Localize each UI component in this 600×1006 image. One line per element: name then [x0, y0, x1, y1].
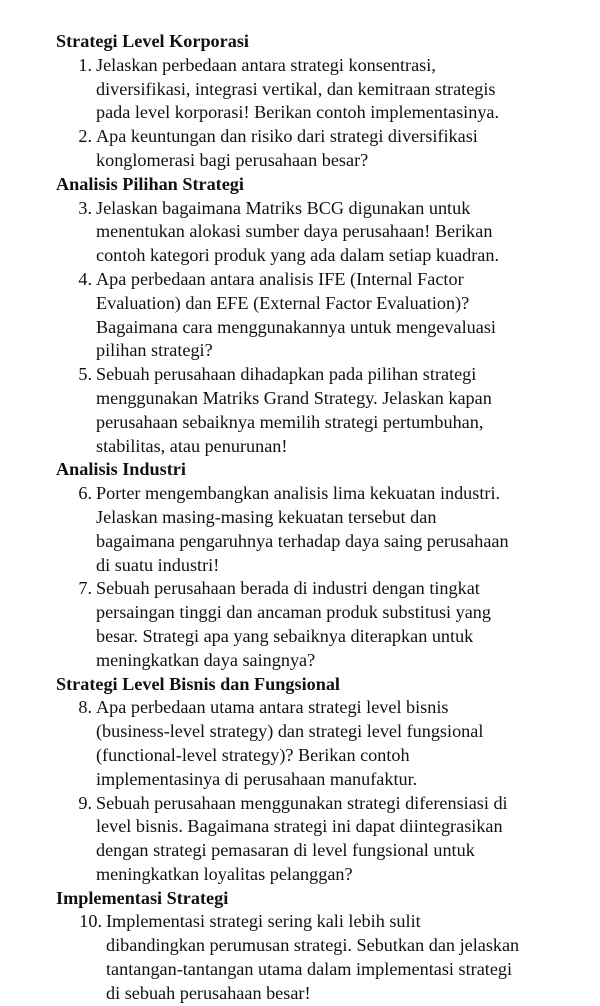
- section-title: Implementasi Strategi: [56, 887, 229, 908]
- question-text-line: Apa perbedaan antara analisis IFE (Internal Factor: [96, 268, 464, 289]
- question-text-line: pilihan strategi?: [96, 340, 213, 361]
- question-text-line: Implementasi strategi sering kali lebih sulit: [106, 911, 421, 932]
- question-text-line: di suatu industri!: [96, 554, 220, 575]
- question-item: [56, 482, 586, 577]
- question-text-line: dibandingkan perumusan strategi. Sebutkan dan jelaskan: [106, 935, 520, 956]
- section: [56, 173, 586, 459]
- question-text-line: Apa perbedaan utama antara strategi level bisnis: [96, 697, 449, 718]
- question-text-line: diversifikasi, integrasi vertikal, dan kemitraan strategis: [96, 78, 496, 99]
- question-number: 7.: [78, 578, 92, 599]
- section: [56, 458, 586, 672]
- question-number: 9.: [78, 792, 92, 813]
- question-number: 3.: [78, 197, 92, 218]
- question-text-line: (business-level strategy) dan strategi level fungsional: [96, 721, 484, 742]
- question-list: [56, 910, 586, 1005]
- question-item: [56, 792, 586, 887]
- question-item: [56, 577, 586, 672]
- question-text-line: konglomerasi bagi perusahaan besar?: [96, 149, 369, 170]
- question-text-line: Sebuah perusahaan dihadapkan pada pilihan strategi: [96, 364, 477, 385]
- question-item: [56, 268, 586, 363]
- question-number: 10.: [79, 911, 102, 932]
- question-text-line: contoh kategori produk yang ada dalam setiap kuadran.: [96, 245, 500, 266]
- question-text-line: level bisnis. Bagaimana strategi ini dapat diintegrasikan: [96, 816, 503, 837]
- question-list: [56, 54, 586, 173]
- question-item: [56, 910, 586, 1005]
- section: [56, 30, 586, 173]
- question-text-line: Porter mengembangkan analisis lima kekuatan industri.: [96, 483, 501, 504]
- question-text-line: stabilitas, atau penurunan!: [96, 435, 288, 456]
- question-text-line: meningkatkan loyalitas pelanggan?: [96, 863, 353, 884]
- question-text-line: implementasinya di perusahaan manufaktur.: [96, 768, 418, 789]
- question-text-line: di sebuah perusahaan besar!: [106, 982, 311, 1003]
- section-title: Analisis Pilihan Strategi: [56, 173, 244, 194]
- document: [56, 30, 586, 1006]
- question-text-line: Bagaimana cara menggunakannya untuk mengevaluasi: [96, 316, 496, 337]
- question-item: [56, 197, 586, 268]
- question-text-line: Jelaskan perbedaan antara strategi konsentrasi,: [96, 54, 436, 75]
- question-text-line: menentukan alokasi sumber daya perusahaan! Berikan: [96, 221, 493, 242]
- question-text-line: Apa keuntungan dan risiko dari strategi diversifikasi: [96, 126, 478, 147]
- question-text-line: perusahaan sebaiknya memilih strategi pertumbuhan,: [96, 411, 484, 432]
- question-list: [56, 197, 586, 459]
- section: [56, 887, 586, 1006]
- question-text-line: bagaimana pengaruhnya terhadap daya saing perusahaan: [96, 530, 509, 551]
- question-item: [56, 125, 586, 173]
- question-text-line: Jelaskan masing-masing kekuatan tersebut dan: [96, 506, 437, 527]
- section-title: Strategi Level Bisnis dan Fungsional: [56, 673, 340, 694]
- question-text-line: pada level korporasi! Berikan contoh implementasinya.: [96, 102, 500, 123]
- question-list: [56, 696, 586, 886]
- question-text-line: Sebuah perusahaan berada di industri dengan tingkat: [96, 578, 480, 599]
- question-number: 4.: [78, 268, 92, 289]
- question-text-line: dengan strategi pemasaran di level fungsional untuk: [96, 840, 475, 861]
- question-number: 6.: [78, 483, 92, 504]
- question-number: 2.: [78, 126, 92, 147]
- section-title: Analisis Industri: [56, 459, 186, 480]
- question-number: 8.: [78, 697, 92, 718]
- question-text-line: tantangan-tantangan utama dalam implementasi strategi: [106, 959, 513, 980]
- question-list: [56, 482, 586, 672]
- question-text-line: Jelaskan bagaimana Matriks BCG digunakan untuk: [96, 197, 471, 218]
- question-number: 5.: [78, 364, 92, 385]
- section: [56, 673, 586, 887]
- question-text-line: besar. Strategi apa yang sebaiknya diterapkan untuk: [96, 625, 474, 646]
- question-number: 1.: [78, 54, 92, 75]
- question-item: [56, 54, 586, 125]
- question-item: [56, 363, 586, 458]
- question-text-line: persaingan tinggi dan ancaman produk substitusi yang: [96, 602, 491, 623]
- question-text-line: (functional-level strategy)? Berikan contoh: [96, 744, 410, 765]
- question-text-line: Sebuah perusahaan menggunakan strategi diferensiasi di: [96, 792, 508, 813]
- question-text-line: menggunakan Matriks Grand Strategy. Jelaskan kapan: [96, 387, 492, 408]
- question-text-line: Evaluation) dan EFE (External Factor Evaluation)?: [96, 292, 470, 313]
- section-title: Strategi Level Korporasi: [56, 31, 249, 51]
- question-item: [56, 696, 586, 791]
- question-text-line: meningkatkan daya saingnya?: [96, 649, 316, 670]
